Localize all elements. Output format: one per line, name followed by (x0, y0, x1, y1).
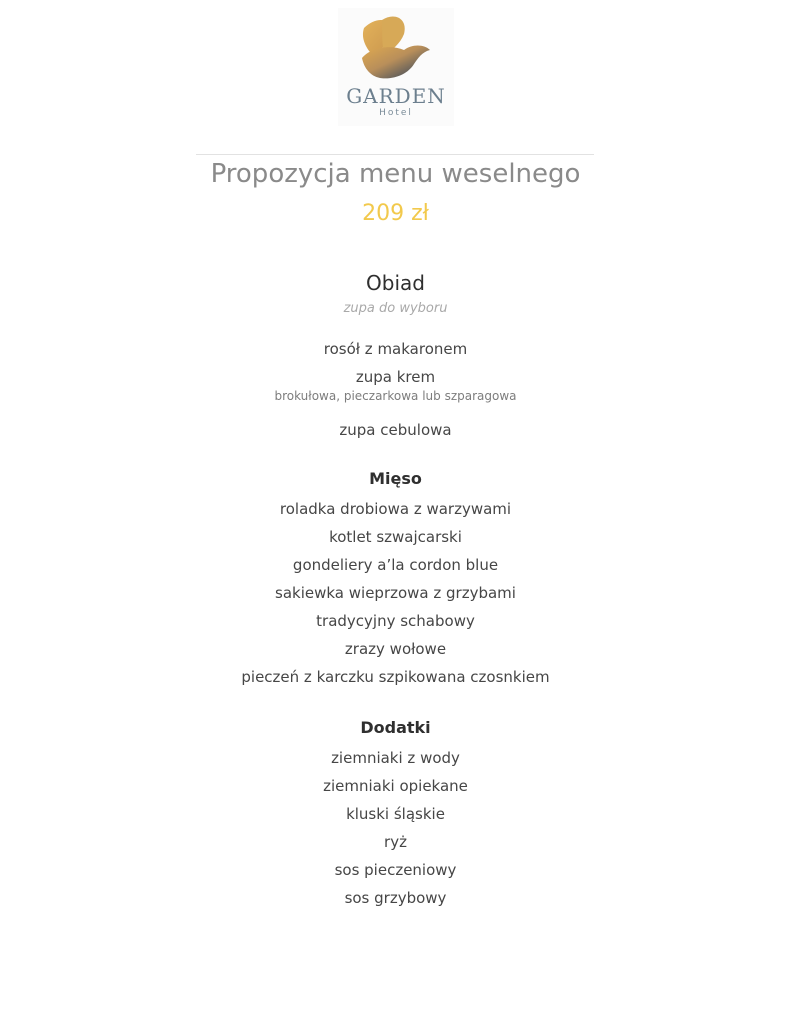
garden-hotel-logo (338, 8, 454, 126)
menu-item: ryż (384, 833, 407, 851)
logo-subtitle-text: Hotel (379, 108, 413, 118)
menu-title: Propozycja menu weselnego (210, 159, 581, 189)
section-heading-mieso: Mięso (369, 469, 422, 488)
menu-item-detail: brokułowa, pieczarkowa lub szparagowa (274, 389, 517, 403)
section-note-obiad: zupa do wyboru (343, 301, 448, 316)
menu-price: 209 zł (362, 201, 429, 226)
menu-item: roladka drobiowa z warzywami (279, 500, 512, 518)
menu-item: sakiewka wieprzowa z grzybami (275, 584, 516, 602)
menu-item: rosół z makaronem (323, 340, 468, 358)
menu-item: ziemniaki z wody (331, 749, 460, 767)
menu-item: gondeliery a’la cordon blue (292, 556, 499, 574)
header-divider (196, 154, 594, 155)
section-heading-obiad: Obiad (366, 271, 425, 295)
menu-item: zupa krem (355, 368, 436, 386)
menu-item: sos grzybowy (344, 889, 447, 907)
menu-item: zrazy wołowe (344, 640, 447, 658)
butterfly-icon (338, 8, 454, 84)
section-heading-dodatki: Dodatki (360, 718, 431, 737)
menu-item: kluski śląskie (346, 805, 445, 823)
menu-item: tradycyjny schabowy (316, 612, 475, 630)
menu-item: ziemniaki opiekane (323, 777, 468, 795)
menu-item: sos pieczeniowy (334, 861, 457, 879)
logo-brand-text: GARDEN (346, 84, 446, 108)
menu-item: zupa cebulowa (339, 421, 452, 439)
menu-item: kotlet szwajcarski (329, 528, 462, 546)
menu-item: pieczeń z karczku szpikowana czosnkiem (241, 668, 550, 686)
